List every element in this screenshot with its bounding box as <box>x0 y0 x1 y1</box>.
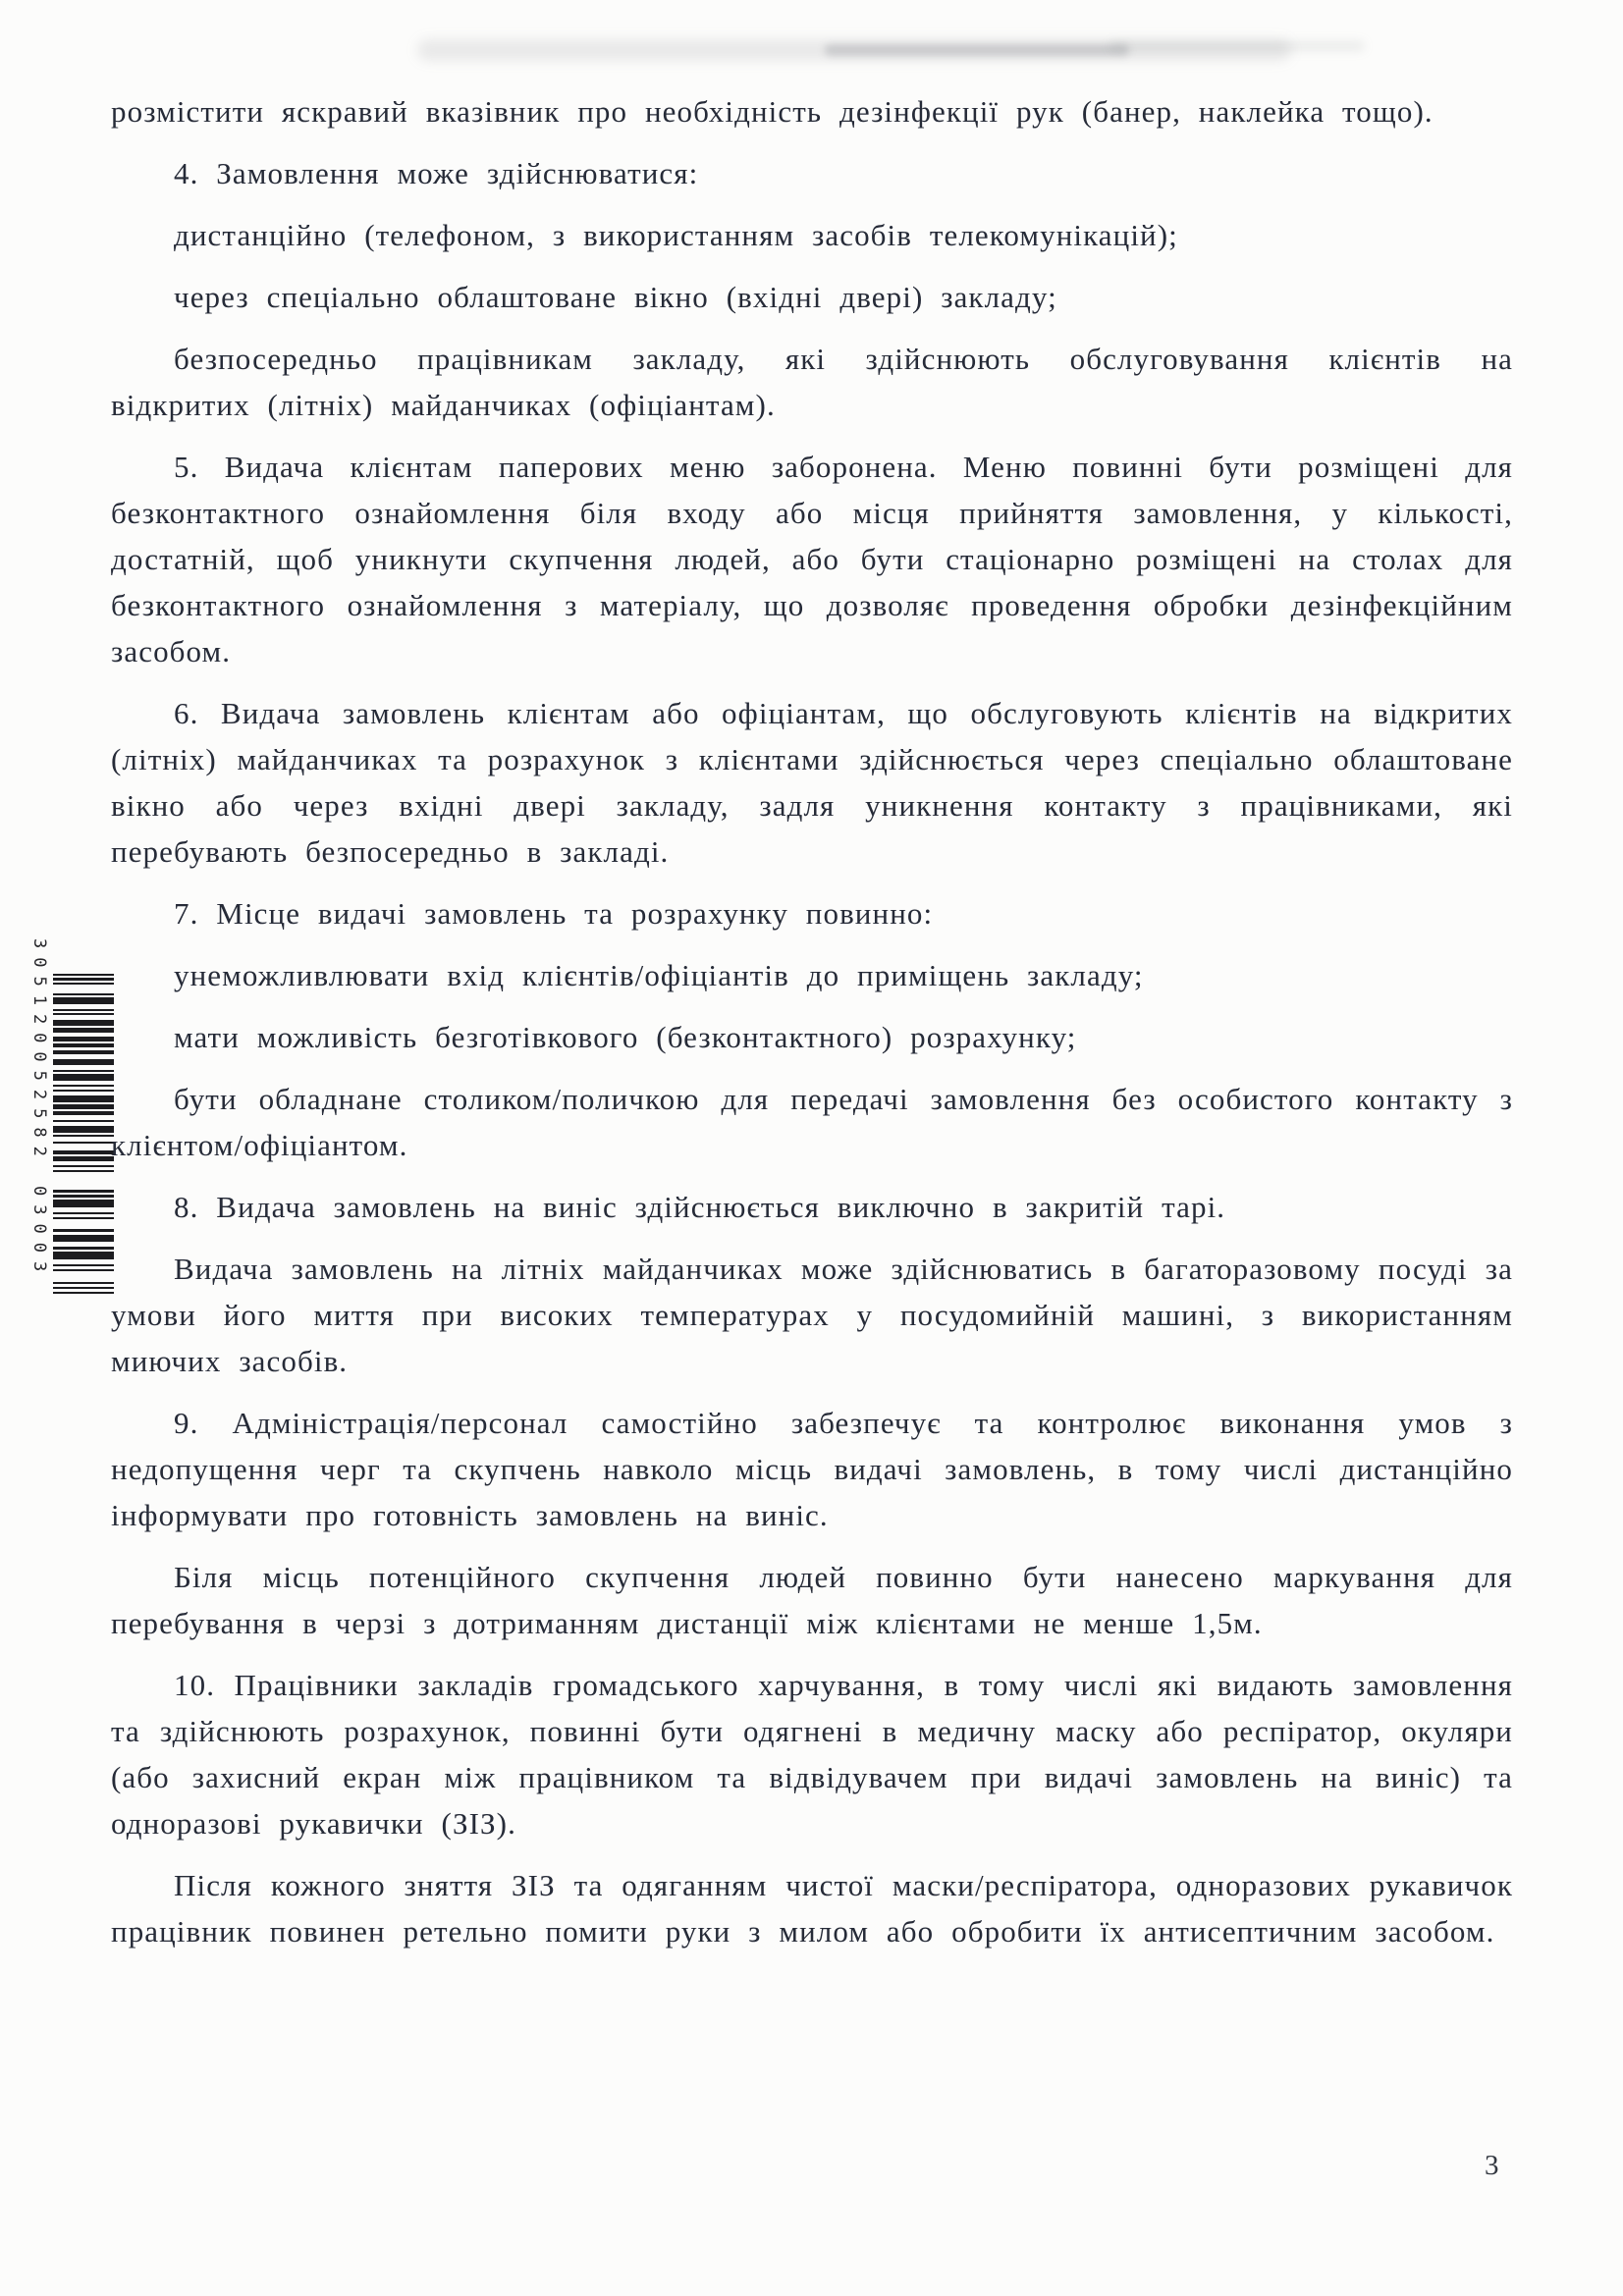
paragraph: розмістити яскравий вказівник про необхідність дезінфекції рук (банер, наклейка тощо). <box>111 94 1434 129</box>
paragraph: 10. Працівники закладів громадського харчування, в тому числі які видають замовлення та здійснюють розрахунок, повинні бути одягнені в медичну маску або респіратор, окуляри (або захисний екран між працівником та відвідувачем при видачі замовлень на виніс) та одноразові рукавички (ЗІЗ). <box>111 1668 1513 1841</box>
paragraph: 4. Замовлення може здійснюватися: <box>174 156 699 190</box>
scan-artifact <box>1109 41 1365 51</box>
paragraph: безпосередньо працівникам закладу, які здійснюють обслуговування клієнтів на відкритих (літніх) майданчиках (офіціантам). <box>111 342 1513 422</box>
document-text <box>111 88 1513 1970</box>
paragraph: мати можливість безготівкового (безконтактного) розрахунку; <box>174 1020 1077 1054</box>
paragraph: бути обладнане столиком/поличкою для передачі замовлення без особистого контакту з клієнтом/офіціантом. <box>111 1082 1513 1162</box>
paragraph: Видача замовлень на літніх майданчиках може здійснюватись в багаторазовому посуді за умови його миття при високих температурах у посудомийній машині, з використанням миючих засобів. <box>111 1252 1513 1378</box>
page-number: 3 <box>1485 2150 1499 2181</box>
scan-artifact <box>417 39 1291 61</box>
paragraph: 6. Видача замовлень клієнтам або офіціантам, що обслуговують клієнтів на відкритих (літніх) майданчиках та розрахунок з клієнтами здійснюється через спеціально облаштоване вікно або через вхідні двері закладу, задля уникнення контакту з працівниками, які перебувають безпосередньо в закладі. <box>111 696 1513 869</box>
paragraph: через спеціально облаштоване вікно (вхідні двері) закладу; <box>174 280 1057 314</box>
paragraph: Після кожного зняття ЗІЗ та одяганням чистої маски/респіратора, одноразових рукавичок працівник повинен ретельно помити руки з милом або обробити їх антисептичним засобом. <box>111 1868 1513 1949</box>
barcode-main <box>27 938 114 1172</box>
barcode-main-digits: 305120052582 <box>29 938 49 1165</box>
paragraph: 5. Видача клієнтам паперових меню заборонена. Меню повинні бути розміщені для безконтактного ознайомлення біля входу або місця прийняття замовлення, у кількості, достатній, щоб уникнути скупчення людей, або бути стаціонарно розміщені на столах для безконтактного ознайомлення з матеріалу, що дозволяє проведення обробки дезінфекційним засобом. <box>111 450 1513 668</box>
paragraph: унеможливлювати вхід клієнтів/офіціантів до приміщень закладу; <box>174 958 1144 992</box>
barcode-secondary <box>27 1186 114 1294</box>
barcode-secondary-bars <box>53 1190 114 1294</box>
barcode-main-bars <box>53 974 114 1172</box>
paragraph: 8. Видача замовлень на виніс здійснюється виключно в закритій тарі. <box>174 1190 1226 1224</box>
barcode-rotated-strip <box>27 938 114 1294</box>
paragraph: 7. Місце видачі замовлень та розрахунку повинно: <box>174 896 934 931</box>
paragraph: 9. Адміністрація/персонал самостійно забезпечує та контролює виконання умов з недопущення черг та скупчень навколо місць видачі замовлень, в тому числі дистанційно інформувати про готовність замовлень на виніс. <box>111 1406 1513 1532</box>
barcode-secondary-digits: 03003 <box>29 1186 49 1281</box>
scan-artifact <box>825 44 1129 56</box>
paragraph: Біля місць потенційного скупчення людей повинно бути нанесено маркування для перебування в черзі з дотриманням дистанції між клієнтами не менше 1,5м. <box>111 1560 1513 1640</box>
paragraph: дистанційно (телефоном, з використанням засобів телекомунікацій); <box>174 218 1178 252</box>
barcode <box>27 938 114 1294</box>
